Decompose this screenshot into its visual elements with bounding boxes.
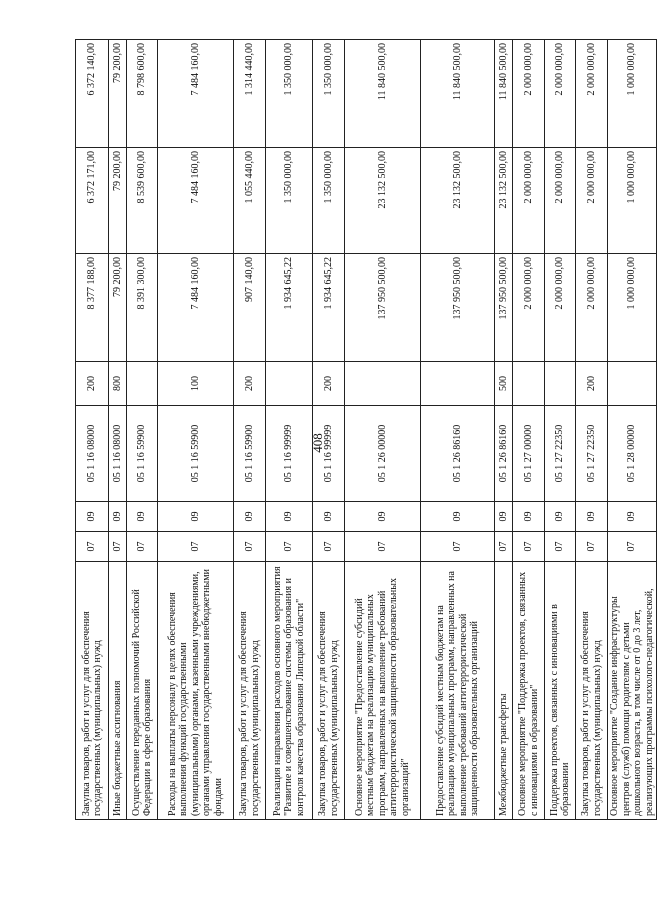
amount-year-1: 2 000 000,00 xyxy=(545,254,576,362)
subsection-code: 09 xyxy=(513,502,545,532)
expense-type-code: 500 xyxy=(495,362,513,406)
amount-year-2: 23 132 500,00 xyxy=(495,148,513,254)
row-description: Поддержка проектов, связанных с инновациями в образовании xyxy=(545,562,576,820)
amount-year-1: 8 391 300,00 xyxy=(127,254,158,362)
amount-year-3: 11 840 500,00 xyxy=(421,40,495,148)
amount-year-2: 6 372 171,00 xyxy=(76,148,109,254)
amount-year-1: 7 484 160,00 xyxy=(158,254,234,362)
row-description: Закупка товаров, работ и услуг для обеспечения государственных (муниципальных) нужд xyxy=(76,562,109,820)
table-row xyxy=(608,40,657,820)
row-description: Предоставление субсидий местным бюджетам на реализацию муниципальных программ, направленных на выполнение требований антитеррористической защищенности образовательных организаций xyxy=(421,562,495,820)
chapter-code: 07 xyxy=(576,532,608,562)
table-row xyxy=(576,40,608,820)
row-description: Основное мероприятие "Поддержка проектов, связанных с инновациями в образовании" xyxy=(513,562,545,820)
row-description: Основное мероприятие "Создание инфраструктуры центров (служб) помощи родителям с детьми дошкольного возраста, в том числе от 0 до 3 лет, реализующих программы психолого-педагогической, xyxy=(608,562,657,820)
table-row xyxy=(513,40,545,820)
target-article-code: 05 1 16 59900 xyxy=(127,406,158,502)
target-article-code: 05 1 16 08000 xyxy=(109,406,127,502)
subsection-code: 09 xyxy=(127,502,158,532)
target-article-code: 05 1 16 59900 xyxy=(234,406,266,502)
amount-year-3: 8 798 600,00 xyxy=(127,40,158,148)
amount-year-3: 1 350 000,00 xyxy=(266,40,313,148)
amount-year-1: 2 000 000,00 xyxy=(513,254,545,362)
expense-type-code: 200 xyxy=(313,362,345,406)
target-article-code: 05 1 26 00000 xyxy=(345,406,421,502)
amount-year-2: 8 539 600,00 xyxy=(127,148,158,254)
target-article-code: 05 1 27 22350 xyxy=(545,406,576,502)
expense-type-code xyxy=(545,362,576,406)
page-number: 408 xyxy=(310,433,325,453)
table-row xyxy=(234,40,266,820)
chapter-code: 07 xyxy=(234,532,266,562)
amount-year-1: 1 000 000,00 xyxy=(608,254,657,362)
amount-year-3: 2 000 000,00 xyxy=(513,40,545,148)
row-description: Закупка товаров, работ и услуг для обеспечения государственных (муниципальных) нужд xyxy=(313,562,345,820)
target-article-code: 05 1 27 22350 xyxy=(576,406,608,502)
table-row xyxy=(76,40,109,820)
subsection-code: 09 xyxy=(158,502,234,532)
expense-type-code xyxy=(421,362,495,406)
expense-type-code: 800 xyxy=(109,362,127,406)
row-description: Реализация направления расходов основного мероприятия "Развитие и совершенствование системы образования и контроля качества образования Липецкой области" xyxy=(266,562,313,820)
chapter-code: 07 xyxy=(345,532,421,562)
target-article-code: 05 1 28 00000 xyxy=(608,406,657,502)
target-article-code: 05 1 27 00000 xyxy=(513,406,545,502)
subsection-code: 09 xyxy=(421,502,495,532)
amount-year-2: 2 000 000,00 xyxy=(576,148,608,254)
subsection-code: 09 xyxy=(266,502,313,532)
chapter-code: 07 xyxy=(266,532,313,562)
expense-type-code xyxy=(266,362,313,406)
subsection-code: 09 xyxy=(313,502,345,532)
amount-year-3: 7 484 160,00 xyxy=(158,40,234,148)
amount-year-1: 137 950 500,00 xyxy=(495,254,513,362)
amount-year-2: 1 350 000,00 xyxy=(266,148,313,254)
chapter-code: 07 xyxy=(313,532,345,562)
table-row xyxy=(109,40,127,820)
amount-year-1: 137 950 500,00 xyxy=(345,254,421,362)
row-description: Осуществление переданных полномочий Российской Федерации в сфере образования xyxy=(127,562,158,820)
row-description: Закупка товаров, работ и услуг для обеспечения государственных (муниципальных) нужд xyxy=(576,562,608,820)
table-row xyxy=(495,40,513,820)
chapter-code: 07 xyxy=(76,532,109,562)
row-description: Межбюджетные трансферты xyxy=(495,562,513,820)
budget-table-sheet xyxy=(75,40,655,820)
row-description: Иные бюджетные ассигнования xyxy=(109,562,127,820)
expense-type-code xyxy=(127,362,158,406)
target-article-code: 05 1 16 99999 xyxy=(266,406,313,502)
amount-year-2: 2 000 000,00 xyxy=(545,148,576,254)
table-row xyxy=(266,40,313,820)
row-description: Основное мероприятие "Предоставление субсидий местным бюджетам на реализацию муниципальных программ, направленных на выполнение требований антитеррористической защищенности образовательных организаций" xyxy=(345,562,421,820)
amount-year-1: 1 934 645,22 xyxy=(266,254,313,362)
expense-type-code: 200 xyxy=(234,362,266,406)
amount-year-3: 2 000 000,00 xyxy=(545,40,576,148)
amount-year-3: 79 200,00 xyxy=(109,40,127,148)
chapter-code: 07 xyxy=(158,532,234,562)
amount-year-2: 23 132 500,00 xyxy=(345,148,421,254)
subsection-code: 09 xyxy=(345,502,421,532)
budget-table-body xyxy=(76,40,657,820)
amount-year-3: 1 314 440,00 xyxy=(234,40,266,148)
target-article-code: 05 1 16 08000 xyxy=(76,406,109,502)
table-row xyxy=(545,40,576,820)
amount-year-3: 1 000 000,00 xyxy=(608,40,657,148)
chapter-code: 07 xyxy=(109,532,127,562)
expense-type-code: 200 xyxy=(76,362,109,406)
table-row xyxy=(345,40,421,820)
table-row xyxy=(313,40,345,820)
row-description: Закупка товаров, работ и услуг для обеспечения государственных (муниципальных) нужд xyxy=(234,562,266,820)
amount-year-3: 6 372 140,00 xyxy=(76,40,109,148)
subsection-code: 09 xyxy=(234,502,266,532)
chapter-code: 07 xyxy=(608,532,657,562)
subsection-code: 09 xyxy=(576,502,608,532)
budget-table xyxy=(75,39,657,820)
expense-type-code: 200 xyxy=(576,362,608,406)
row-description: Расходы на выплаты персоналу в целях обеспечения выполнения функций государственными (муниципальными) органами, казенными учреждениями, органами управления государственными внебюджетными фондами xyxy=(158,562,234,820)
subsection-code: 09 xyxy=(545,502,576,532)
chapter-code: 07 xyxy=(421,532,495,562)
amount-year-1: 907 140,00 xyxy=(234,254,266,362)
amount-year-2: 7 484 160,00 xyxy=(158,148,234,254)
amount-year-1: 79 200,00 xyxy=(109,254,127,362)
amount-year-2: 1 350 000,00 xyxy=(313,148,345,254)
chapter-code: 07 xyxy=(545,532,576,562)
expense-type-code xyxy=(513,362,545,406)
subsection-code: 09 xyxy=(608,502,657,532)
amount-year-1: 1 934 645,22 xyxy=(313,254,345,362)
expense-type-code: 100 xyxy=(158,362,234,406)
amount-year-3: 11 840 500,00 xyxy=(345,40,421,148)
amount-year-1: 8 377 188,00 xyxy=(76,254,109,362)
subsection-code: 09 xyxy=(109,502,127,532)
subsection-code: 09 xyxy=(76,502,109,532)
amount-year-2: 1 000 000,00 xyxy=(608,148,657,254)
chapter-code: 07 xyxy=(495,532,513,562)
subsection-code: 09 xyxy=(495,502,513,532)
expense-type-code xyxy=(608,362,657,406)
amount-year-3: 2 000 000,00 xyxy=(576,40,608,148)
target-article-code: 05 1 26 86160 xyxy=(421,406,495,502)
target-article-code: 05 1 16 59900 xyxy=(158,406,234,502)
table-row xyxy=(421,40,495,820)
amount-year-3: 1 350 000,00 xyxy=(313,40,345,148)
amount-year-2: 1 055 440,00 xyxy=(234,148,266,254)
amount-year-2: 79 200,00 xyxy=(109,148,127,254)
amount-year-2: 23 132 500,00 xyxy=(421,148,495,254)
amount-year-1: 2 000 000,00 xyxy=(576,254,608,362)
chapter-code: 07 xyxy=(513,532,545,562)
expense-type-code xyxy=(345,362,421,406)
amount-year-2: 2 000 000,00 xyxy=(513,148,545,254)
target-article-code: 05 1 26 86160 xyxy=(495,406,513,502)
amount-year-1: 137 950 500,00 xyxy=(421,254,495,362)
table-row xyxy=(127,40,158,820)
chapter-code: 07 xyxy=(127,532,158,562)
table-row xyxy=(158,40,234,820)
target-article-code: 05 1 16 99999 xyxy=(313,406,345,502)
amount-year-3: 11 840 500,00 xyxy=(495,40,513,148)
